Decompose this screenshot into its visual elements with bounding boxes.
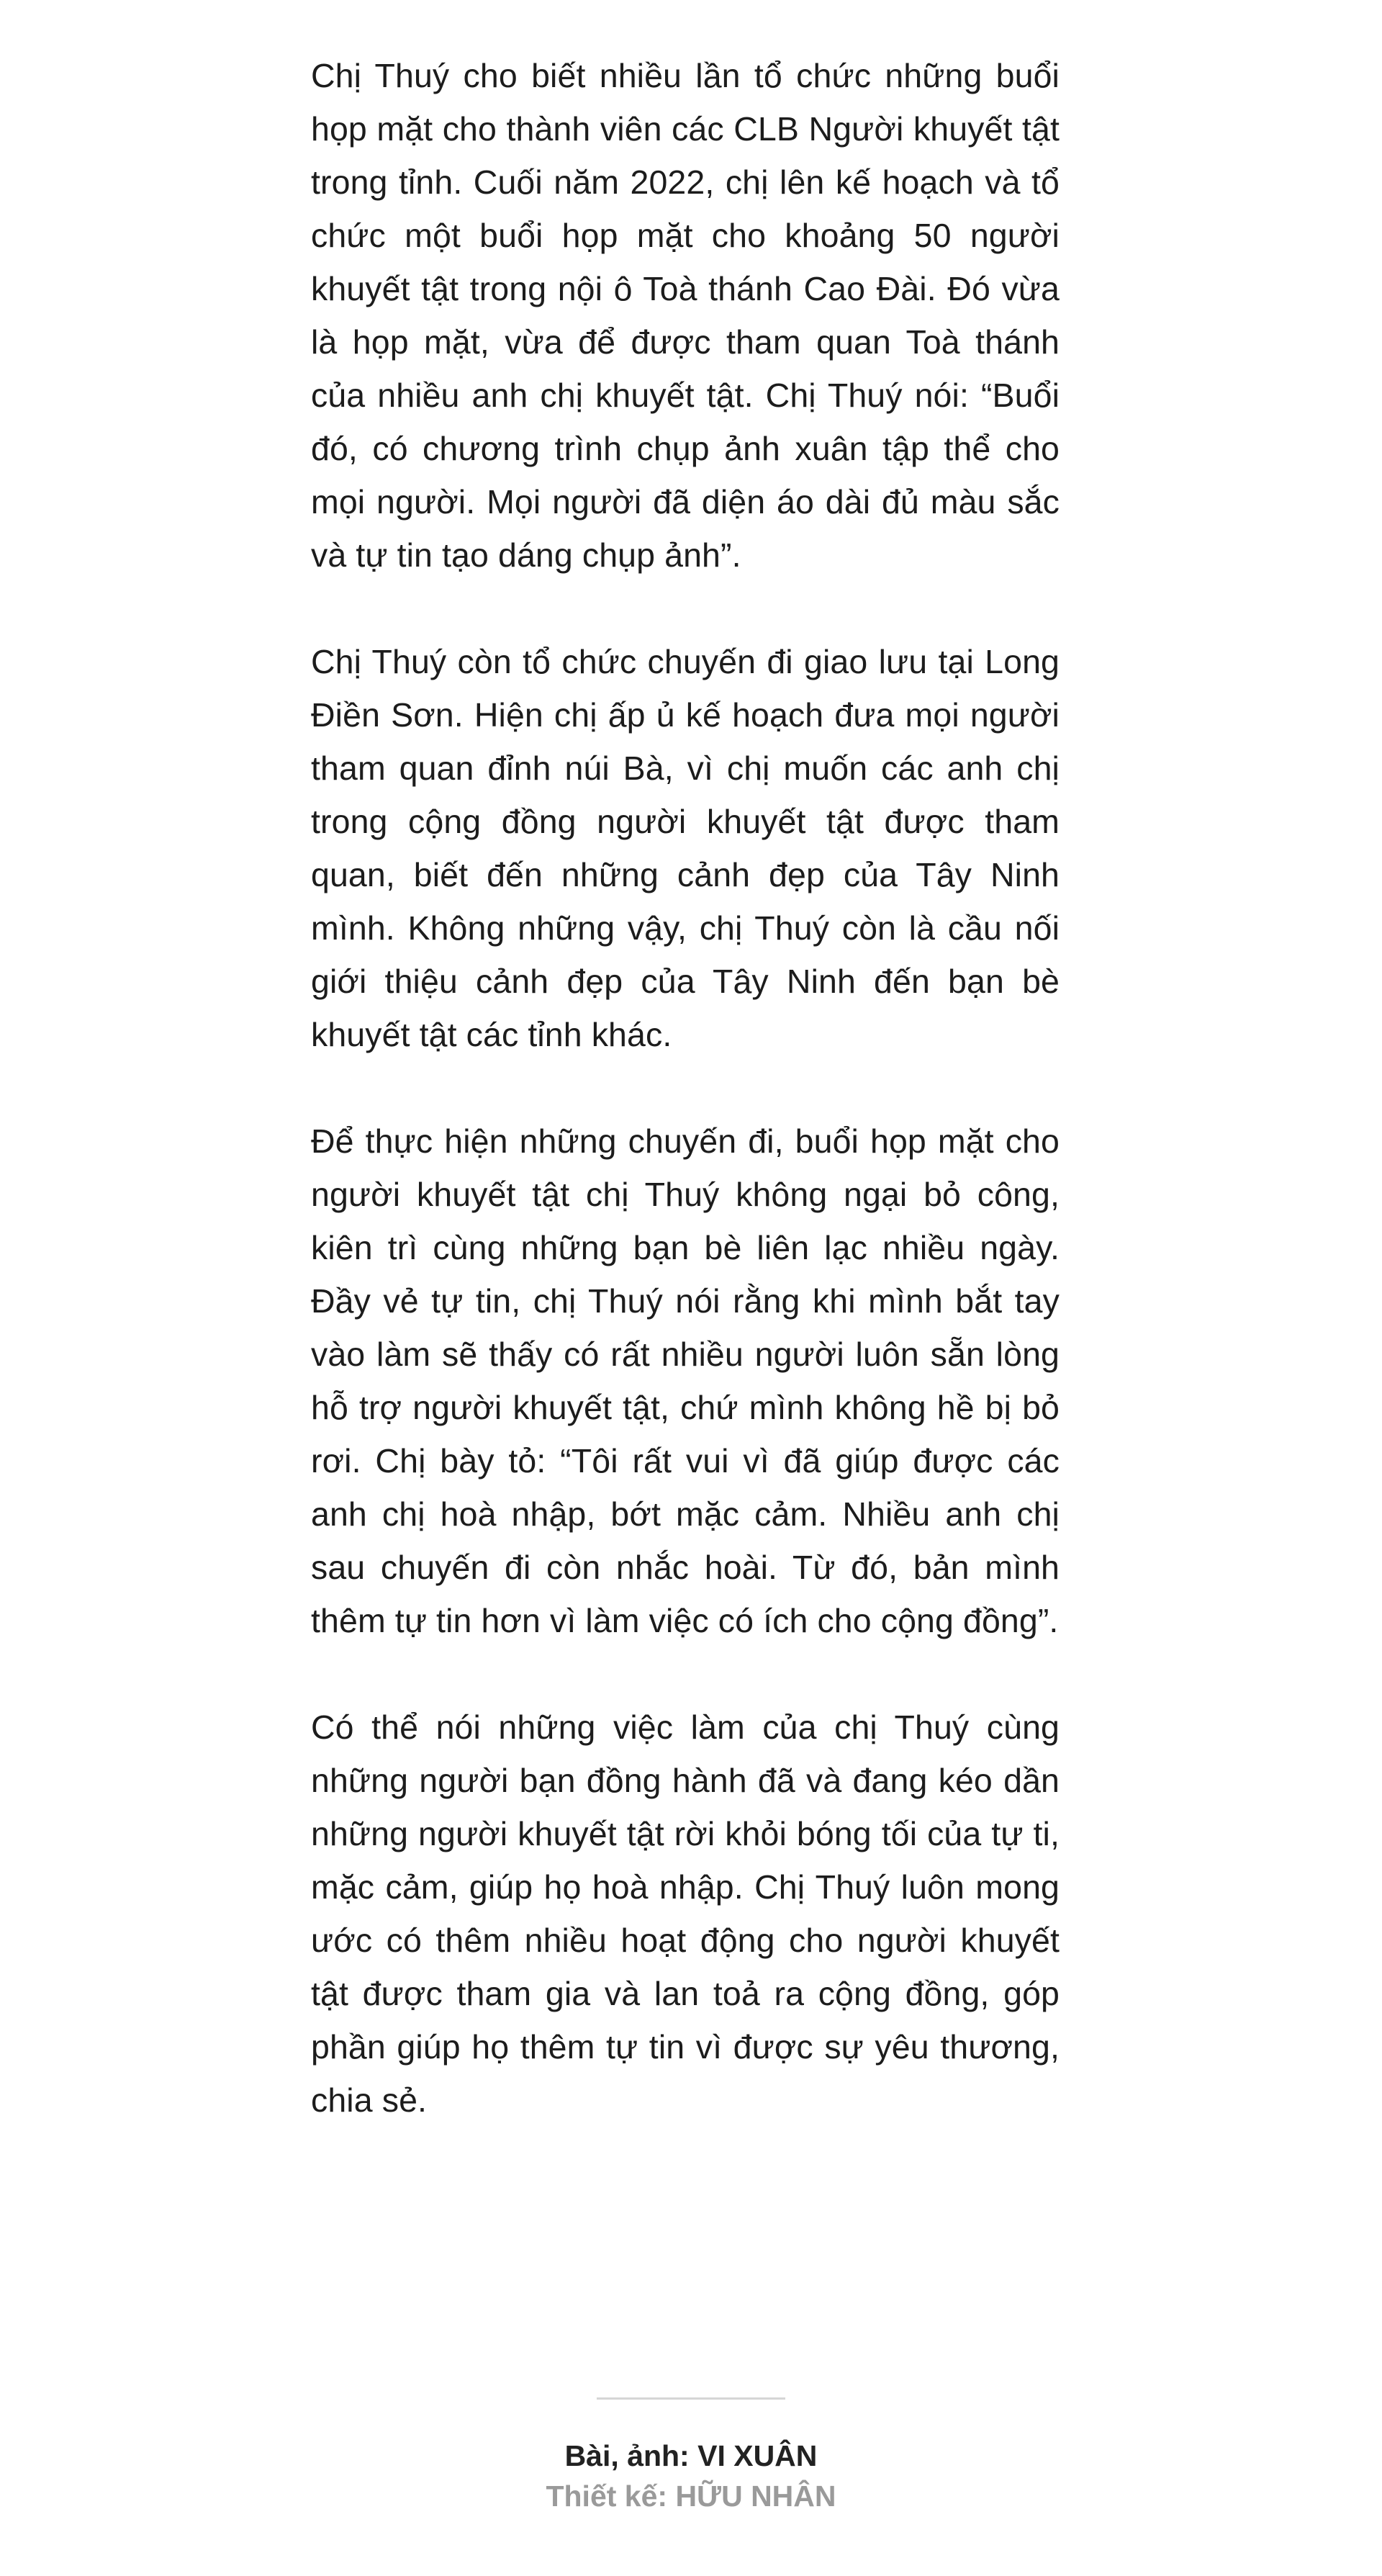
article-credits bbox=[0, 2397, 1382, 2516]
credit-author: Bài, ảnh: VI XUÂN bbox=[564, 2439, 818, 2472]
credit-designer: Thiết kế: HỮU NHÂN bbox=[546, 2480, 836, 2513]
article-paragraph-3: Để thực hiện những chuyến đi, buổi họp mặt cho người khuyết tật chị Thuý không ngại bỏ công, kiên trì cùng những bạn bè liên lạc nhiều ngày. Đầy vẻ tự tin, chị Thuý nói rằng khi mình bắt tay vào làm sẽ thấy có rất nhiều người luôn sẵn lòng hỗ trợ người khuyết tật, chứ mình không hề bị bỏ rơi. Chị bày tỏ: “Tôi rất vui vì đã giúp được các anh chị hoà nhập, bớt mặc cảm. Nhiều anh chị sau chuyến đi còn nhắc hoài. Từ đó, bản mình thêm tự tin hơn vì làm việc có ích cho cộng đồng”. bbox=[311, 1122, 1060, 1639]
article-paragraph-2: Chị Thuý còn tổ chức chuyến đi giao lưu tại Long Điền Sơn. Hiện chị ấp ủ kế hoạch đưa mọi người tham quan đỉnh núi Bà, vì chị muốn các anh chị trong cộng đồng người khuyết tật được tham quan, biết đến những cảnh đẹp của Tây Ninh mình. Không những vậy, chị Thuý còn là cầu nối giới thiệu cảnh đẹp của Tây Ninh đến bạn bè khuyết tật các tỉnh khác. bbox=[311, 643, 1060, 1053]
article-body bbox=[311, 49, 1060, 2180]
credits-divider bbox=[597, 2397, 785, 2400]
article-paragraph-4: Có thể nói những việc làm của chị Thuý cùng những người bạn đồng hành đã và đang kéo dần những người khuyết tật rời khỏi bóng tối của tự ti, mặc cảm, giúp họ hoà nhập. Chị Thuý luôn mong ước có thêm nhiều hoạt động cho người khuyết tật được tham gia và lan toả ra cộng đồng, góp phần giúp họ thêm tự tin vì được sự yêu thương, chia sẻ. bbox=[311, 1708, 1060, 2119]
article-paragraph-1: Chị Thuý cho biết nhiều lần tổ chức những buổi họp mặt cho thành viên các CLB Người khuyết tật trong tỉnh. Cuối năm 2022, chị lên kế hoạch và tổ chức một buổi họp mặt cho khoảng 50 người khuyết tật trong nội ô Toà thánh Cao Đài. Đó vừa là họp mặt, vừa để được tham quan Toà thánh của nhiều anh chị khuyết tật. Chị Thuý nói: “Buổi đó, có chương trình chụp ảnh xuân tập thể cho mọi người. Mọi người đã diện áo dài đủ màu sắc và tự tin tạo dáng chụp ảnh”. bbox=[311, 57, 1060, 574]
